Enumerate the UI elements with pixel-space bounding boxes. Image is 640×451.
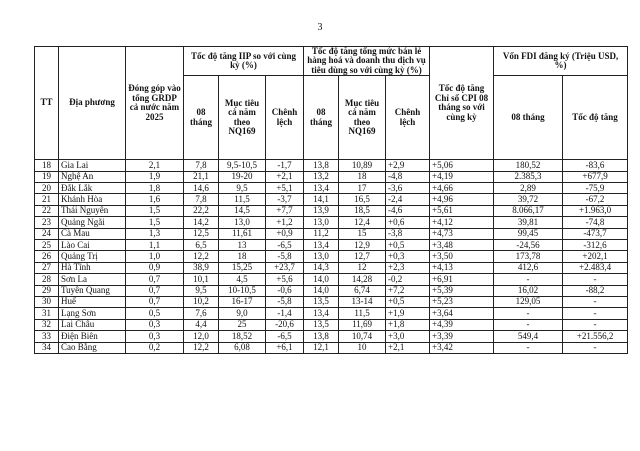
locality-name-cell: Quảng Trị (59, 251, 126, 262)
iip-diff-cell: +0,9 (266, 228, 304, 239)
header-fdi-8m: 08 tháng (494, 76, 563, 160)
retail-8m-cell: 13,0 (304, 217, 339, 228)
fdi-growth-cell: -75,9 (563, 183, 628, 194)
cpi-8m-cell: +4,96 (430, 194, 494, 205)
iip-diff-cell: +1,2 (266, 217, 304, 228)
fdi-8m-cell: 129,05 (494, 297, 563, 308)
retail-diff-cell: -3,6 (386, 183, 430, 194)
cpi-8m-cell: +3,50 (430, 251, 494, 262)
retail-diff-cell: -3,8 (386, 228, 430, 239)
iip-8m-cell: 10,1 (184, 274, 219, 285)
retail-8m-cell: 13,0 (304, 251, 339, 262)
table-row (35, 274, 628, 285)
fdi-growth-cell: -83,6 (563, 160, 628, 171)
retail-8m-cell: 13,5 (304, 297, 339, 308)
iip-8m-cell: 7,8 (184, 160, 219, 171)
iip-diff-cell: -1,7 (266, 160, 304, 171)
retail-diff-cell: +0,6 (386, 217, 430, 228)
row-number-cell: 27 (35, 262, 59, 273)
iip-diff-cell: -5,8 (266, 251, 304, 262)
row-number-cell: 21 (35, 194, 59, 205)
locality-name-cell: Cà Mau (59, 228, 126, 239)
iip-diff-cell: +2,1 (266, 171, 304, 182)
table-row (35, 297, 628, 308)
header-tt: TT (35, 47, 59, 160)
cpi-8m-cell: +4,13 (430, 262, 494, 273)
iip-target-cell: 11,61 (219, 228, 266, 239)
row-number-cell: 23 (35, 217, 59, 228)
iip-8m-cell: 12,5 (184, 228, 219, 239)
header-locality: Địa phương (59, 47, 126, 160)
iip-diff-cell: -6,5 (266, 331, 304, 342)
fdi-growth-cell: - (563, 342, 628, 353)
row-number-cell: 30 (35, 297, 59, 308)
iip-target-cell: 19-20 (219, 171, 266, 182)
retail-diff-cell: +2,9 (386, 160, 430, 171)
fdi-8m-cell: - (494, 319, 563, 330)
cpi-8m-cell: +4,66 (430, 183, 494, 194)
retail-8m-cell: 14,3 (304, 262, 339, 273)
provincial-statistics-table (34, 46, 628, 354)
grdp-share-cell: 0,2 (126, 342, 184, 353)
iip-target-cell: 14,5 (219, 205, 266, 216)
retail-diff-cell: +7,2 (386, 285, 430, 296)
row-number-cell: 22 (35, 205, 59, 216)
table-row (35, 331, 628, 342)
table-row (35, 228, 628, 239)
cpi-8m-cell: +3,42 (430, 342, 494, 353)
cpi-8m-cell: +3,48 (430, 240, 494, 251)
row-number-cell: 32 (35, 319, 59, 330)
grdp-share-cell: 0,9 (126, 262, 184, 273)
header-iip-group: Tốc độ tăng IIP so với cùng kỳ (%) (184, 47, 304, 76)
retail-target-cell: 10 (339, 342, 386, 353)
iip-target-cell: 25 (219, 319, 266, 330)
grdp-share-cell: 1,5 (126, 205, 184, 216)
iip-8m-cell: 12,2 (184, 342, 219, 353)
fdi-8m-cell: 549,4 (494, 331, 563, 342)
grdp-share-cell: 0,7 (126, 297, 184, 308)
cpi-8m-cell: +5,61 (430, 205, 494, 216)
retail-target-cell: 18 (339, 171, 386, 182)
row-number-cell: 24 (35, 228, 59, 239)
iip-target-cell: 9,0 (219, 308, 266, 319)
fdi-8m-cell: - (494, 274, 563, 285)
retail-diff-cell: +1,8 (386, 319, 430, 330)
grdp-share-cell: 1,5 (126, 217, 184, 228)
page-number: 3 (317, 22, 323, 33)
locality-name-cell: Lai Châu (59, 319, 126, 330)
row-number-cell: 25 (35, 240, 59, 251)
table-row (35, 319, 628, 330)
fdi-growth-cell: +1.963,0 (563, 205, 628, 216)
retail-target-cell: 10,89 (339, 160, 386, 171)
iip-diff-cell: -3,7 (266, 194, 304, 205)
iip-target-cell: 15,25 (219, 262, 266, 273)
locality-name-cell: Gia Lai (59, 160, 126, 171)
retail-target-cell: 14,28 (339, 274, 386, 285)
row-number-cell: 31 (35, 308, 59, 319)
fdi-8m-cell: 412,6 (494, 262, 563, 273)
retail-target-cell: 16,5 (339, 194, 386, 205)
iip-diff-cell: -20,6 (266, 319, 304, 330)
retail-8m-cell: 13,2 (304, 171, 339, 182)
table-row (35, 262, 628, 273)
header-retail-diff: Chênh lệch (386, 76, 430, 160)
locality-name-cell: Sơn La (59, 274, 126, 285)
retail-diff-cell: -4,8 (386, 171, 430, 182)
grdp-share-cell: 0,3 (126, 331, 184, 342)
fdi-growth-cell: +677,9 (563, 171, 628, 182)
iip-8m-cell: 9,5 (184, 285, 219, 296)
iip-target-cell: 16-17 (219, 297, 266, 308)
iip-diff-cell: -5,8 (266, 297, 304, 308)
retail-target-cell: 15 (339, 228, 386, 239)
retail-diff-cell: +2,3 (386, 262, 430, 273)
retail-diff-cell: +2,1 (386, 342, 430, 353)
locality-name-cell: Điện Biên (59, 331, 126, 342)
grdp-share-cell: 0,5 (126, 308, 184, 319)
header-retail-target: Mục tiêu cả năm theo NQ169 (339, 76, 386, 160)
locality-name-cell: Quảng Ngãi (59, 217, 126, 228)
retail-diff-cell: -2,4 (386, 194, 430, 205)
fdi-8m-cell: 39,81 (494, 217, 563, 228)
retail-target-cell: 6,74 (339, 285, 386, 296)
retail-8m-cell: 13,8 (304, 160, 339, 171)
retail-target-cell: 12,9 (339, 240, 386, 251)
cpi-8m-cell: +6,91 (430, 274, 494, 285)
iip-diff-cell: -6,5 (266, 240, 304, 251)
locality-name-cell: Tuyên Quang (59, 285, 126, 296)
iip-diff-cell: -0,6 (266, 285, 304, 296)
row-number-cell: 29 (35, 285, 59, 296)
grdp-share-cell: 1,9 (126, 171, 184, 182)
grdp-share-cell: 2,1 (126, 160, 184, 171)
locality-name-cell: Huế (59, 297, 126, 308)
retail-diff-cell: +0,3 (386, 251, 430, 262)
grdp-share-cell: 1,8 (126, 183, 184, 194)
retail-8m-cell: 11,2 (304, 228, 339, 239)
iip-target-cell: 13 (219, 240, 266, 251)
locality-name-cell: Lạng Sơn (59, 308, 126, 319)
retail-target-cell: 18,5 (339, 205, 386, 216)
retail-target-cell: 11,5 (339, 308, 386, 319)
cpi-8m-cell: +5,23 (430, 297, 494, 308)
locality-name-cell: Lào Cai (59, 240, 126, 251)
table-row (35, 342, 628, 353)
grdp-share-cell: 1,3 (126, 228, 184, 239)
row-number-cell: 19 (35, 171, 59, 182)
retail-diff-cell: +1,9 (386, 308, 430, 319)
iip-diff-cell: +5,1 (266, 183, 304, 194)
iip-8m-cell: 21,1 (184, 171, 219, 182)
row-number-cell: 20 (35, 183, 59, 194)
locality-name-cell: Khánh Hòa (59, 194, 126, 205)
retail-target-cell: 11,69 (339, 319, 386, 330)
retail-target-cell: 12,7 (339, 251, 386, 262)
fdi-growth-cell: -74,8 (563, 217, 628, 228)
cpi-8m-cell: +4,73 (430, 228, 494, 239)
fdi-growth-cell: -312,6 (563, 240, 628, 251)
table-body (35, 160, 628, 354)
iip-diff-cell: +6,1 (266, 342, 304, 353)
fdi-growth-cell: - (563, 297, 628, 308)
retail-8m-cell: 13,4 (304, 308, 339, 319)
fdi-8m-cell: 16,02 (494, 285, 563, 296)
iip-target-cell: 13,0 (219, 217, 266, 228)
fdi-8m-cell: 173,78 (494, 251, 563, 262)
iip-8m-cell: 14,6 (184, 183, 219, 194)
fdi-8m-cell: 2.385,3 (494, 171, 563, 182)
row-number-cell: 18 (35, 160, 59, 171)
fdi-growth-cell: - (563, 319, 628, 330)
header-fdi-group: Vốn FDI đăng ký (Triệu USD, %) (494, 47, 628, 76)
fdi-growth-cell: +21.556,2 (563, 331, 628, 342)
cpi-8m-cell: +4,39 (430, 319, 494, 330)
retail-target-cell: 12 (339, 262, 386, 273)
locality-name-cell: Đắk Lắk (59, 183, 126, 194)
fdi-8m-cell: - (494, 308, 563, 319)
locality-name-cell: Nghệ An (59, 171, 126, 182)
fdi-growth-cell: -67,2 (563, 194, 628, 205)
retail-target-cell: 17 (339, 183, 386, 194)
locality-name-cell: Thái Nguyên (59, 205, 126, 216)
iip-8m-cell: 6,5 (184, 240, 219, 251)
table-row (35, 171, 628, 182)
iip-target-cell: 4,5 (219, 274, 266, 285)
header-iip-8m: 08 tháng (184, 76, 219, 160)
fdi-growth-cell: +2.483,4 (563, 262, 628, 273)
fdi-growth-cell: +202,1 (563, 251, 628, 262)
table-row (35, 217, 628, 228)
retail-diff-cell: -0,2 (386, 274, 430, 285)
iip-diff-cell: +23,7 (266, 262, 304, 273)
cpi-8m-cell: +5,39 (430, 285, 494, 296)
grdp-share-cell: 0,7 (126, 285, 184, 296)
header-iip-diff: Chênh lệch (266, 76, 304, 160)
grdp-share-cell: 0,7 (126, 274, 184, 285)
grdp-share-cell: 1,1 (126, 240, 184, 251)
cpi-8m-cell: +4,12 (430, 217, 494, 228)
table-row (35, 194, 628, 205)
iip-8m-cell: 7,8 (184, 194, 219, 205)
grdp-share-cell: 1,6 (126, 194, 184, 205)
header-retail-8m: 08 tháng (304, 76, 339, 160)
locality-name-cell: Hà Tĩnh (59, 262, 126, 273)
retail-diff-cell: -4,6 (386, 205, 430, 216)
fdi-growth-cell: -473,7 (563, 228, 628, 239)
cpi-8m-cell: +3,64 (430, 308, 494, 319)
row-number-cell: 26 (35, 251, 59, 262)
fdi-8m-cell: 99,45 (494, 228, 563, 239)
retail-target-cell: 10,74 (339, 331, 386, 342)
header-retail-group: Tốc độ tăng tổng mức bán lẻ hàng hoá và doanh thu dịch vụ tiêu dùng so với cùng kỳ (%) (304, 47, 430, 76)
iip-target-cell: 10-10,5 (219, 285, 266, 296)
iip-target-cell: 6,08 (219, 342, 266, 353)
iip-8m-cell: 22,2 (184, 205, 219, 216)
table-row (35, 205, 628, 216)
iip-target-cell: 18,52 (219, 331, 266, 342)
iip-8m-cell: 12,0 (184, 331, 219, 342)
iip-8m-cell: 12,2 (184, 251, 219, 262)
retail-target-cell: 13-14 (339, 297, 386, 308)
fdi-8m-cell: - (494, 342, 563, 353)
iip-8m-cell: 38,9 (184, 262, 219, 273)
cpi-8m-cell: +3,39 (430, 331, 494, 342)
iip-8m-cell: 7,6 (184, 308, 219, 319)
table-row (35, 183, 628, 194)
fdi-8m-cell: 8.066,17 (494, 205, 563, 216)
header-cpi-group: Tốc độ tăng Chỉ số CPI 08 tháng so với cùng kỳ (430, 47, 494, 160)
iip-diff-cell: -1,4 (266, 308, 304, 319)
fdi-8m-cell: 39,72 (494, 194, 563, 205)
table-row (35, 251, 628, 262)
grdp-share-cell: 0,3 (126, 319, 184, 330)
row-number-cell: 33 (35, 331, 59, 342)
table-row (35, 285, 628, 296)
fdi-8m-cell: -24,56 (494, 240, 563, 251)
header-fdi-growth: Tốc độ tăng (563, 76, 628, 160)
iip-8m-cell: 14,2 (184, 217, 219, 228)
locality-name-cell: Cao Bằng (59, 342, 126, 353)
fdi-8m-cell: 2,89 (494, 183, 563, 194)
cpi-8m-cell: +4,19 (430, 171, 494, 182)
retail-8m-cell: 13,4 (304, 183, 339, 194)
row-number-cell: 34 (35, 342, 59, 353)
fdi-growth-cell: -88,2 (563, 285, 628, 296)
retail-8m-cell: 14,1 (304, 194, 339, 205)
row-number-cell: 28 (35, 274, 59, 285)
fdi-growth-cell: - (563, 274, 628, 285)
iip-target-cell: 9,5-10,5 (219, 160, 266, 171)
iip-8m-cell: 4,4 (184, 319, 219, 330)
retail-8m-cell: 14,0 (304, 285, 339, 296)
retail-8m-cell: 13,4 (304, 240, 339, 251)
table-row (35, 308, 628, 319)
retail-8m-cell: 13,8 (304, 331, 339, 342)
retail-8m-cell: 14,0 (304, 274, 339, 285)
iip-target-cell: 18 (219, 251, 266, 262)
retail-8m-cell: 13,9 (304, 205, 339, 216)
retail-diff-cell: +0,5 (386, 297, 430, 308)
fdi-8m-cell: 180,52 (494, 160, 563, 171)
retail-8m-cell: 12,1 (304, 342, 339, 353)
iip-diff-cell: +7,7 (266, 205, 304, 216)
fdi-growth-cell: - (563, 308, 628, 319)
cpi-8m-cell: +5,06 (430, 160, 494, 171)
retail-8m-cell: 13,5 (304, 319, 339, 330)
header-iip-target: Mục tiêu cả năm theo NQ169 (219, 76, 266, 160)
retail-diff-cell: +0,5 (386, 240, 430, 251)
iip-target-cell: 9,5 (219, 183, 266, 194)
iip-target-cell: 11,5 (219, 194, 266, 205)
table-row (35, 240, 628, 251)
iip-8m-cell: 10,2 (184, 297, 219, 308)
header-grdp: Đóng góp vào tổng GRDP cả nước năm 2025 (126, 47, 184, 160)
table-row (35, 160, 628, 171)
grdp-share-cell: 1,0 (126, 251, 184, 262)
retail-target-cell: 12,4 (339, 217, 386, 228)
retail-diff-cell: +3,0 (386, 331, 430, 342)
iip-diff-cell: +5,6 (266, 274, 304, 285)
